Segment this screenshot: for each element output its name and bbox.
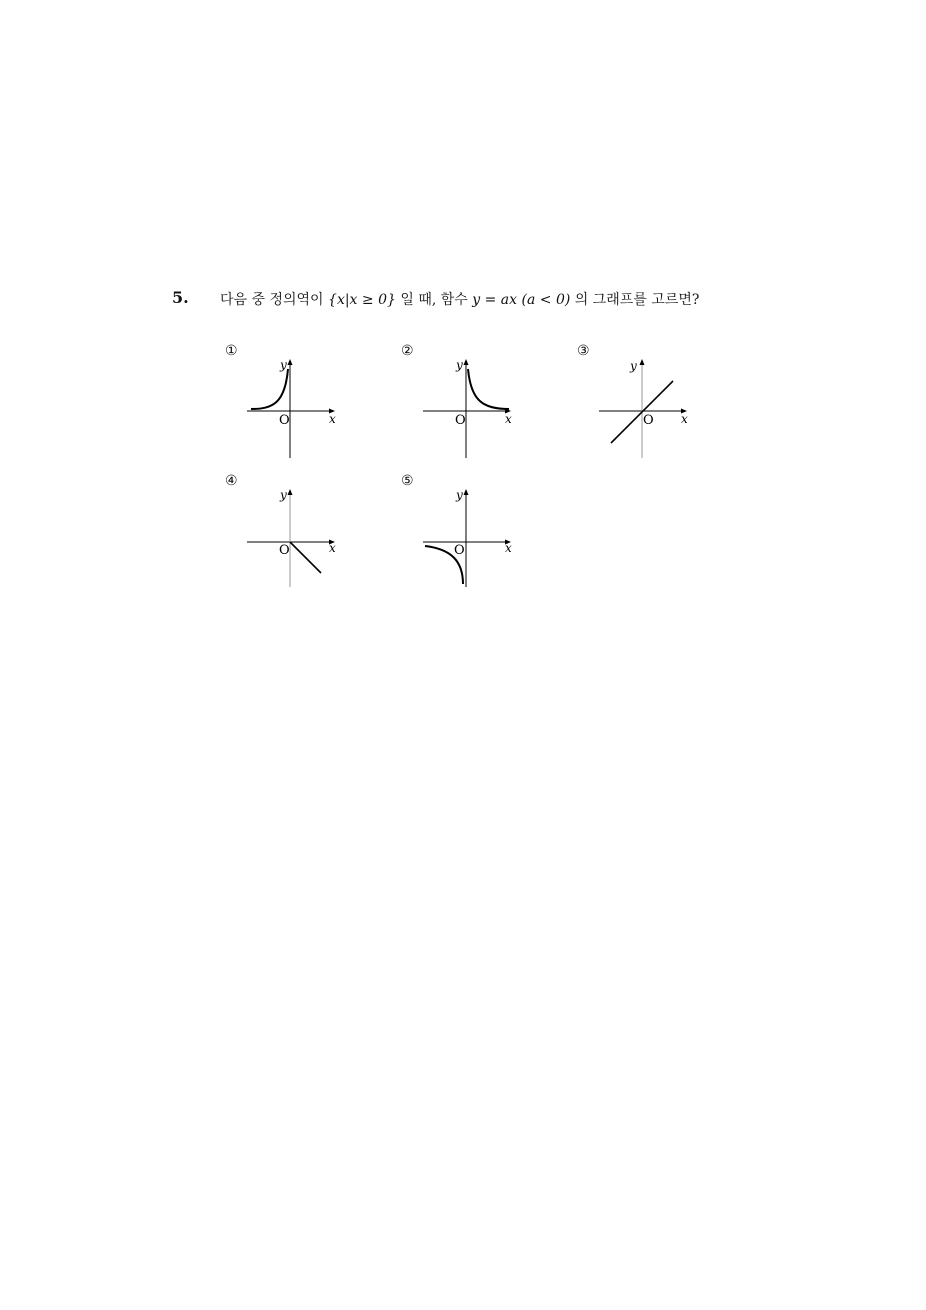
function-condition: (a < 0): [521, 292, 571, 308]
origin-label: O: [643, 413, 654, 428]
option-marker: ④: [225, 473, 238, 489]
origin-label: O: [279, 413, 290, 428]
x-axis-label: x: [505, 412, 512, 426]
question-text-mid: 일 때, 함수: [395, 292, 473, 308]
origin-label: O: [454, 543, 465, 558]
domain-set: {x|x ≥ 0}: [328, 292, 396, 308]
option-marker: ③: [577, 343, 590, 359]
y-axis-label: y: [456, 488, 463, 502]
option-marker: ①: [225, 343, 238, 359]
question-text-suffix: 의 그래프를 고르면?: [570, 292, 700, 308]
graph-3: [577, 343, 697, 463]
y-axis-label: y: [280, 488, 287, 502]
origin-label: O: [455, 413, 466, 428]
question-text: [220, 289, 699, 309]
question-number: 5.: [172, 288, 189, 307]
x-axis-label: x: [505, 541, 512, 555]
graph-5: [401, 473, 521, 593]
y-axis-label: y: [630, 359, 637, 373]
origin-label: O: [279, 543, 290, 558]
graph-2: [401, 343, 521, 463]
graph-1: [225, 343, 345, 463]
x-axis-label: x: [681, 412, 688, 426]
graph-4: [225, 473, 345, 593]
x-axis-label: x: [329, 412, 336, 426]
x-axis-label: x: [329, 541, 336, 555]
y-axis-label: y: [280, 358, 287, 372]
option-marker: ②: [401, 343, 414, 359]
y-axis-label: y: [456, 358, 463, 372]
option-marker: ⑤: [401, 473, 414, 489]
question-text-prefix: 다음 중 정의역이: [220, 292, 329, 308]
function-expression: y = ax: [472, 292, 518, 308]
